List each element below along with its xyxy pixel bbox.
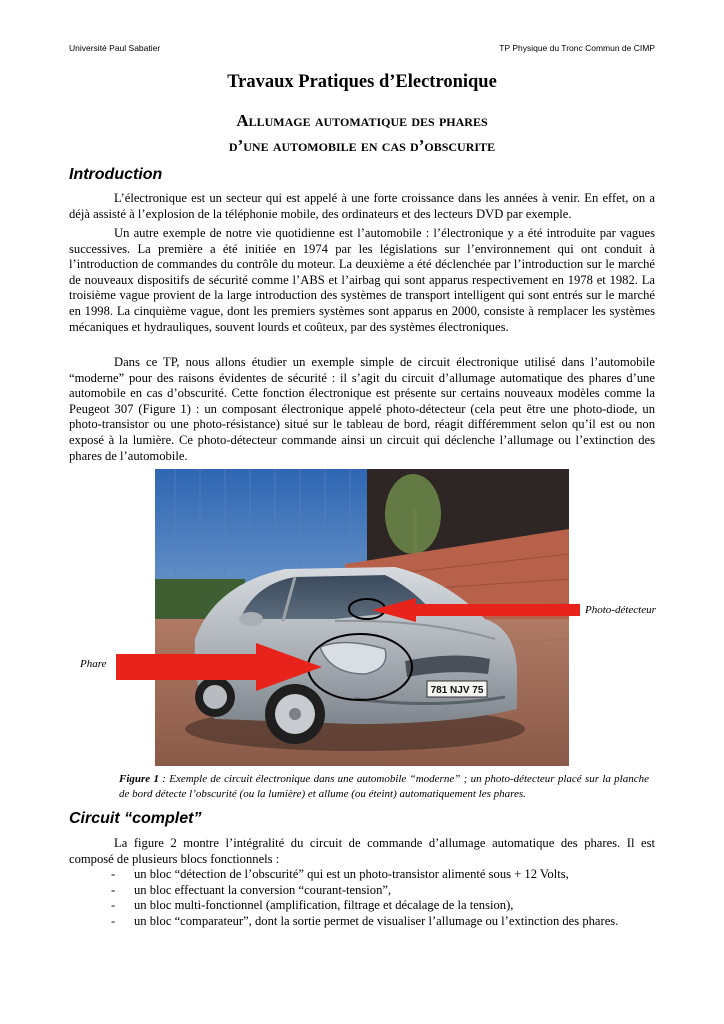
list-item	[111, 883, 618, 899]
photodetector-arrow	[372, 598, 580, 622]
list-item-text: un bloc multi-fonctionnel (amplification, filtrage et décalage de la tension),	[134, 898, 514, 913]
license-plate-text: 781 NJV 75	[430, 685, 484, 696]
header-course: TP Physique du Tronc Commun de CIMP	[499, 43, 655, 53]
figure-caption	[119, 772, 649, 802]
intro-paragraph-1: L’électronique est un secteur qui est appelé à une forte croissance dans les années à venir. En effet, on a déjà assisté à l’explosion de la téléphonie mobile, des ordinateurs et des lecteurs DVD par exemple.	[69, 191, 655, 221]
page-title: Travaux Pratiques d’Electronique	[227, 72, 497, 92]
list-item-text: un bloc “comparateur”, dont la sortie permet de visualiser l’allumage ou l’extinction des phares.	[134, 913, 619, 928]
block-list	[111, 867, 618, 929]
bullet-marker: -	[111, 913, 116, 928]
bullet-marker: -	[111, 898, 116, 913]
bullet-marker: -	[111, 882, 116, 897]
caption-figure-label: Figure 1	[119, 773, 159, 785]
list-item	[111, 914, 618, 930]
photodetector-label: Photo-détecteur	[585, 604, 656, 616]
intro-paragraph-2: Un autre exemple de notre vie quotidienne est l’automobile : l’électronique y a été introduite par vagues successives. La première a été initiée en 1974 par les législations sur l’environnement qui ont conduit à l’introduction de commandes du contrôle du moteur. La deuxième a été déclenchée par l’introduction sur le marché de nouveaux dispositifs de sécurité comme l’ABS et l’airbag qui sont apparus respectivement en 1978 et 1982. La troisième vague provient de la large introduction des systèmes de transport intelligent qui sont entrés sur le marché en 1998. La cinquième vague, dont les premiers systèmes sont apparus en 2000, consiste à remplacer les systèmes mécaniques et hydrauliques, souvent lourds et coûteux, par des systèmes électroniques.	[69, 226, 655, 334]
bullet-marker: -	[111, 867, 116, 881]
circuit-intro-paragraph: La figure 2 montre l’intégralité du circuit de commande d’allumage automatique des phares. Il est composé de plusieurs blocs fonctionnels :	[69, 836, 655, 866]
headlight-arrow	[116, 643, 322, 691]
list-item	[111, 867, 618, 883]
list-item-text: un bloc effectuant la conversion “courant-tension”,	[134, 882, 392, 897]
list-item-text: un bloc “détection de l’obscurité” qui est un photo-transistor alimenté sous + 12 Volts,	[134, 867, 569, 881]
intro-paragraph-3: Dans ce TP, nous allons étudier un exemple simple de circuit électronique utilisé dans l’automobile “moderne” pour des raisons évidentes de sécurité : il s’agit du circuit d’allumage automatique des phares d’une automobile en cas d’obscurité. Cette fonction électronique est présente sur certains nouveaux modèles comme la Peugeot 307 (Figure 1) : un composant électronique appelé photo-détecteur (cela peut être une photo-diode, un photo-transistor ou une photo-résistance) situé sur le tableau de bord, réagit différemment selon qu’il est ou non exposé à la lumière. Ce photo-détecteur commande ainsi un circuit qui déclenche l’allumage ou l’extinction des phares de l’automobile.	[69, 355, 655, 463]
subtitle-line-1: Allumage automatique des phares	[236, 111, 488, 130]
headlight-label: Phare	[80, 658, 107, 670]
list-item	[111, 898, 618, 914]
subtitle-line-2: d’une automobile en cas d’obscurite	[228, 136, 496, 155]
section-heading-introduction: Introduction	[69, 166, 163, 183]
caption-text: : Exemple de circuit électronique dans une automobile “moderne” ; un photo-détecteur placé sur la planche de bord détecte l’obscurité (ou la lumière) et allume (ou éteint) automatiquement les phares.	[119, 773, 649, 800]
header-institution: Université Paul Sabatier	[69, 43, 161, 53]
section-heading-circuit: Circuit “complet”	[69, 810, 202, 827]
